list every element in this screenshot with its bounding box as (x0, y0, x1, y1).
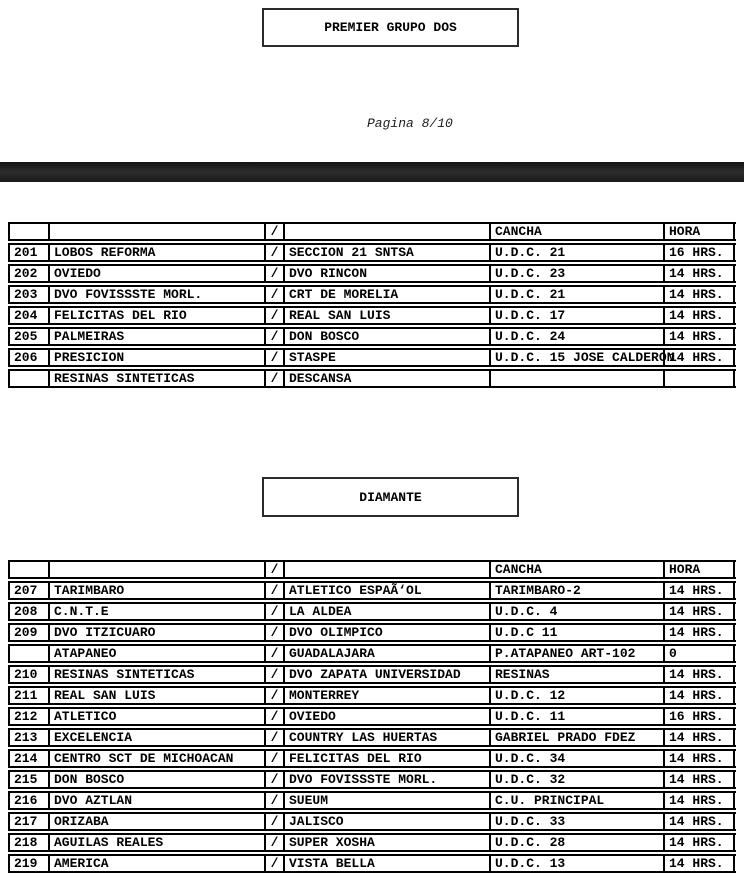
away-team: LA ALDEA (283, 604, 489, 619)
away-team: CRT DE MORELIA (283, 287, 489, 302)
match-number: 208 (8, 604, 48, 619)
away-team: COUNTRY LAS HUERTAS (283, 730, 489, 745)
away-team: ATLETICO ESPAÃ‘OL (283, 583, 489, 598)
vs-separator: / (264, 835, 283, 850)
diamante-rows (8, 581, 736, 873)
home-team: PRESICION (48, 350, 264, 365)
home-team: OVIEDO (48, 266, 264, 281)
match-row (8, 348, 736, 367)
cancha-value: C.U. PRINCIPAL (489, 793, 663, 808)
cancha-value: U.D.C. 21 (489, 287, 663, 302)
cancha-value: U.D.C. 21 (489, 245, 663, 260)
vs-separator: / (264, 688, 283, 703)
hora-value: 14 HRS. (663, 730, 735, 745)
header-vs-cell: / (264, 224, 283, 239)
hora-value: 14 HRS. (663, 793, 735, 808)
separator-bar (0, 162, 744, 182)
cancha-value (489, 371, 663, 386)
home-team: TARIMBARO (48, 583, 264, 598)
cancha-value: U.D.C. 11 (489, 709, 663, 724)
premier-grupo-dos-rows (8, 243, 736, 388)
match-number: 213 (8, 730, 48, 745)
away-team: DON BOSCO (283, 329, 489, 344)
premier-grupo-dos-table (8, 222, 736, 390)
group-title: PREMIER GRUPO DOS (324, 20, 457, 35)
hora-value: 14 HRS. (663, 604, 735, 619)
match-row (8, 812, 736, 831)
vs-separator: / (264, 856, 283, 871)
cancha-value: U.D.C. 12 (489, 688, 663, 703)
hora-value: 14 HRS. (663, 625, 735, 640)
cancha-value: U.D.C. 23 (489, 266, 663, 281)
match-row (8, 623, 736, 642)
vs-separator: / (264, 308, 283, 323)
match-number: 219 (8, 856, 48, 871)
vs-separator: / (264, 625, 283, 640)
cancha-value: U.D.C. 15 JOSE CALDERON (489, 350, 663, 365)
match-number: 209 (8, 625, 48, 640)
vs-separator: / (264, 646, 283, 661)
match-row (8, 243, 736, 262)
match-row (8, 644, 736, 663)
match-row (8, 264, 736, 283)
match-row (8, 707, 736, 726)
match-row (8, 285, 736, 304)
match-number: 211 (8, 688, 48, 703)
vs-separator: / (264, 287, 283, 302)
cancha-value: U.D.C. 13 (489, 856, 663, 871)
home-team: AMERICA (48, 856, 264, 871)
cancha-value: U.D.C. 17 (489, 308, 663, 323)
match-number: 202 (8, 266, 48, 281)
match-number: 214 (8, 751, 48, 766)
match-number: 217 (8, 814, 48, 829)
cancha-value: U.D.C. 4 (489, 604, 663, 619)
match-row (8, 665, 736, 684)
match-row (8, 602, 736, 621)
vs-separator: / (264, 604, 283, 619)
header-home-cell (48, 224, 264, 239)
home-team: DON BOSCO (48, 772, 264, 787)
vs-separator: / (264, 667, 283, 682)
header-number-cell (8, 224, 48, 239)
vs-separator: / (264, 793, 283, 808)
cancha-value: U.D.C. 24 (489, 329, 663, 344)
match-number: 218 (8, 835, 48, 850)
away-team: DVO OLIMPICO (283, 625, 489, 640)
match-row (8, 581, 736, 600)
hora-value: 16 HRS. (663, 709, 735, 724)
match-row (8, 854, 736, 873)
vs-separator: / (264, 772, 283, 787)
cancha-value: TARIMBARO-2 (489, 583, 663, 598)
header-cancha-cell: CANCHA (489, 224, 663, 239)
away-team: GUADALAJARA (283, 646, 489, 661)
hora-value: 14 HRS. (663, 287, 735, 302)
away-team: DESCANSA (283, 371, 489, 386)
cancha-value: U.D.C. 34 (489, 751, 663, 766)
match-row (8, 306, 736, 325)
home-team: AGUILAS REALES (48, 835, 264, 850)
cancha-value: U.D.C. 28 (489, 835, 663, 850)
away-team: MONTERREY (283, 688, 489, 703)
header-hora-cell: HORA (663, 562, 735, 577)
diamante-title: DIAMANTE (359, 489, 422, 505)
hora-value: 14 HRS. (663, 835, 735, 850)
away-team: FELICITAS DEL RIO (283, 751, 489, 766)
home-team: ATLETICO (48, 709, 264, 724)
hora-value: 14 HRS. (663, 751, 735, 766)
home-team: REAL SAN LUIS (48, 688, 264, 703)
away-team: DVO FOVISSSTE MORL. (283, 772, 489, 787)
home-team: ATAPANEO (48, 646, 264, 661)
hora-value: 14 HRS. (663, 308, 735, 323)
header-home-cell (48, 562, 264, 577)
away-team: VISTA BELLA (283, 856, 489, 871)
header-away-cell (283, 562, 489, 577)
vs-separator: / (264, 709, 283, 724)
hora-value: 14 HRS. (663, 688, 735, 703)
vs-separator: / (264, 751, 283, 766)
home-team: FELICITAS DEL RIO (48, 308, 264, 323)
vs-separator: / (264, 329, 283, 344)
away-team: STASPE (283, 350, 489, 365)
match-row (8, 791, 736, 810)
match-row (8, 686, 736, 705)
away-team: OVIEDO (283, 709, 489, 724)
home-team: DVO AZTLAN (48, 793, 264, 808)
vs-separator: / (264, 371, 283, 386)
hora-value: 14 HRS. (663, 583, 735, 598)
home-team: CENTRO SCT DE MICHOACAN (48, 751, 264, 766)
home-team: PALMEIRAS (48, 329, 264, 344)
vs-separator: / (264, 350, 283, 365)
match-row (8, 770, 736, 789)
cancha-value: RESINAS (489, 667, 663, 682)
match-number: 201 (8, 245, 48, 260)
home-team: DVO FOVISSSTE MORL. (48, 287, 264, 302)
home-team: RESINAS SINTETICAS (48, 371, 264, 386)
match-number: 212 (8, 709, 48, 724)
cancha-value: GABRIEL PRADO FDEZ (489, 730, 663, 745)
vs-separator: / (264, 245, 283, 260)
match-row (8, 728, 736, 747)
match-number: 206 (8, 350, 48, 365)
away-team: SECCION 21 SNTSA (283, 245, 489, 260)
away-team: REAL SAN LUIS (283, 308, 489, 323)
page-number-label: Pagina 8/10 (367, 116, 453, 131)
hora-value: 14 HRS. (663, 329, 735, 344)
hora-value: 14 HRS. (663, 814, 735, 829)
cancha-value: P.ATAPANEO ART-102 (489, 646, 663, 661)
match-number: 210 (8, 667, 48, 682)
hora-value: 14 HRS. (663, 772, 735, 787)
match-number: 215 (8, 772, 48, 787)
match-number: 203 (8, 287, 48, 302)
away-team: SUPER XOSHA (283, 835, 489, 850)
hora-value (663, 371, 735, 386)
home-team: ORIZABA (48, 814, 264, 829)
cancha-value: U.D.C 11 (489, 625, 663, 640)
hora-value: 0 (663, 646, 735, 661)
hora-value: 14 HRS. (663, 856, 735, 871)
table-header-row (8, 560, 736, 579)
header-away-cell (283, 224, 489, 239)
header-number-cell (8, 562, 48, 577)
hora-value: 14 HRS. (663, 667, 735, 682)
home-team: RESINAS SINTETICAS (48, 667, 264, 682)
match-row (8, 327, 736, 346)
match-number: 205 (8, 329, 48, 344)
header-hora-cell: HORA (663, 224, 735, 239)
diamante-table (8, 560, 736, 875)
table-header-row (8, 222, 736, 241)
header-cancha-cell: CANCHA (489, 562, 663, 577)
match-row (8, 369, 736, 388)
home-team: C.N.T.E (48, 604, 264, 619)
group-title-box (262, 8, 519, 47)
cancha-value: U.D.C. 33 (489, 814, 663, 829)
home-team: DVO ITZICUARO (48, 625, 264, 640)
match-number (8, 646, 48, 661)
match-number: 216 (8, 793, 48, 808)
hora-value: 14 HRS. (663, 350, 735, 365)
away-team: DVO ZAPATA UNIVERSIDAD (283, 667, 489, 682)
away-team: SUEUM (283, 793, 489, 808)
diamante-title-box (262, 477, 519, 517)
home-team: LOBOS REFORMA (48, 245, 264, 260)
vs-separator: / (264, 730, 283, 745)
vs-separator: / (264, 266, 283, 281)
match-row (8, 833, 736, 852)
home-team: EXCELENCIA (48, 730, 264, 745)
match-row (8, 749, 736, 768)
vs-separator: / (264, 583, 283, 598)
match-number (8, 371, 48, 386)
hora-value: 16 HRS. (663, 245, 735, 260)
header-vs-cell: / (264, 562, 283, 577)
away-team: JALISCO (283, 814, 489, 829)
match-number: 207 (8, 583, 48, 598)
cancha-value: U.D.C. 32 (489, 772, 663, 787)
vs-separator: / (264, 814, 283, 829)
away-team: DVO RINCON (283, 266, 489, 281)
hora-value: 14 HRS. (663, 266, 735, 281)
match-number: 204 (8, 308, 48, 323)
